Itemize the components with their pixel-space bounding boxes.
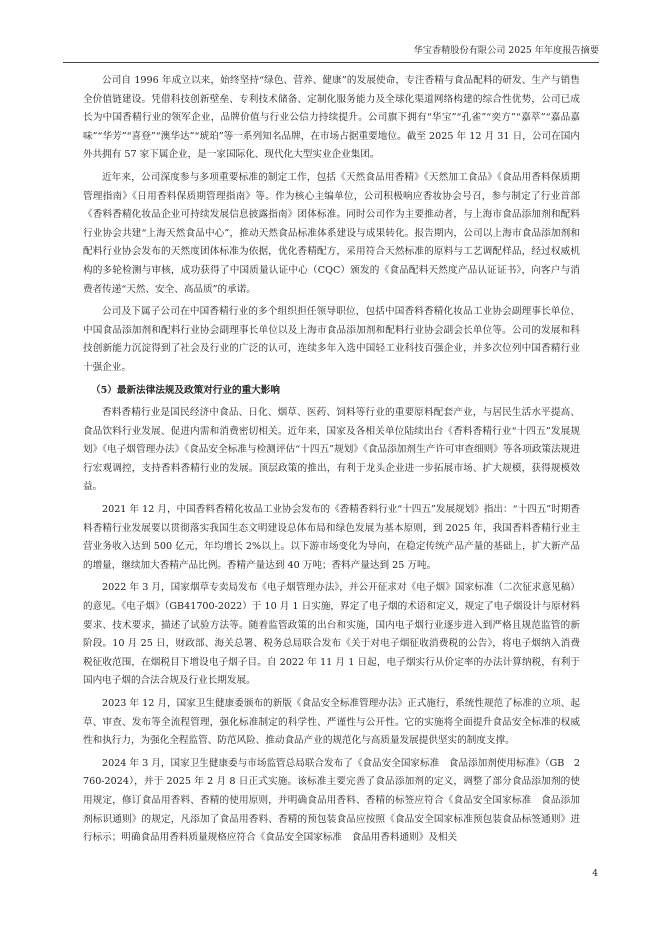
report-title: 华宝香精股份有限公司 2025 年年度报告摘要 [413,45,599,56]
page-number: 4 [592,869,598,879]
paragraph-policy-overview: 香料香精行业是国民经济中食品、日化、烟草、医药、饲料等行业的重要原料配套产业，与居民生活水平提高、食品饮料行业发展、促进内需和消费密切相关。近年来，国家及各相关单位陆续出台《香料香精行业“十四五”发展规划》《电子烟管理办法》《食品安全标准与检测评估“十四五”规划》《食品添加剂生产许可审查细则》等各项政策法规进行宏观调控，支持香料香精行业的发展。顶层政策的推出，有利于龙头企业进一步拓展市场、扩大规模，获得规模效益。 [83,407,580,493]
document-body [83,72,580,852]
paragraph-company-intro: 公司自 1996 年成立以来，始终坚持“绿色、营养、健康”的发展使命，专注香精与食品配料的研发、生产与销售全价值链建设。凭借科技创新壁垒、专利技术储备、定制化服务能力及全球化渠道网络构建的综合性优势，公司已成长为中国香精行业的领军企业，品牌价值与行业公信力持续提升。公司旗下拥有“华宝”“孔雀”“奕方”“嘉萃”“嘉品嘉味”“华芳”“喜登”“澳华达”“琥珀”等一系列知名品牌，在市场占据重要地位。截至 2025 年 12 月 31 日，公司在国内外共拥有 57 家下属企业，是一家国际化、现代化大型实业企业集团。 [83,75,580,161]
paragraph-2023-standards: 2023 年 12 月，国家卫生健康委颁布的新版《食品安全标准管理办法》正式施行，系统性规范了标准的立项、起草、审查、发布等全流程管理，强化标准制定的科学性、严谨性与公开性。它的实施将全面提升食品安全标准的权威性和执行力，为强化全程监管、防范风险、推动食品产业的规范化与高质量发展提供坚实的制度支撑。 [83,698,580,747]
paragraph-standards: 近年来，公司深度参与多项重要标准的制定工作，包括《天然食品用香精》《天然加工食品》《食品用香料保质期管理指南》《日用香料保质期管理指南》等。作为核心主编单位，公司积极响应香妆协会号召，参与制定了行业首部《香料香精化妆品企业可持续发展信息披露指南》团体标准。同时公司作为主要推动者，与上海市食品添加剂和配料行业协会共建“上海天然食品中心”，推动天然食品标准体系建设与成果转化。报告期内，公司以上海市食品添加剂和配料行业协会发布的天然度团体标准为依据，优化香精配方，采用符合天然标准的原料与工艺调配样品，经过权威机构的多轮检测与审核，成功获得了中国质量认证中心（CQC）颁发的《食品配料天然度产品认证证书》，向客户与消费者传递“天然、安全、高品质”的承诺。 [83,171,580,295]
paragraph-2024-additives: 2024 年 3 月，国家卫生健康委与市场监管总局联合发布了《食品安全国家标准 食品添加剂使用标准》（GB 2760-2024），并于 2025 年 2 月 8 日正式实施。该标准主要完善了食品添加剂的定义，调整了部分食品添加剂的使用规定，修订食品用香料、香精的使用原则，并明确食品用香料、香精的标签应符合《食品安全国家标准 食品添加剂标识通则》的规定，凡添加了食品用香料、香精的预包装食品应按照《食品安全国家标准预包装食品标签通则》进行标示；明确食品用香料质量规格应符合《食品安全国家标准 食品用香料通则》及相关 [83,757,580,844]
paragraph-industry-roles: 公司及下属子公司在中国香精行业的多个组织担任领导职位，包括中国香料香精化妆品工业协会副理事长单位、中国食品添加剂和配料行业协会副理事长单位以及上海市食品添加剂和配料行业协会副会长单位等。公司的发展和科技创新能力沉淀得到了社会及行业的广泛的认可，连续多年入选中国轻工业科技百强企业，并多次位列中国香精行业十强企业。 [83,306,580,373]
page-header [63,40,599,63]
paragraph-2021-plan: 2021 年 12 月，中国香料香精化妆品工业协会发布的《香精香料行业“十四五”发展规划》指出：“十四五”时期香料香精行业发展要以贯彻落实我国生态文明建设总体布局和绿色发展为基本原则，到 2025 年，我国香料香精行业主营业务收入达到 500 亿元，年均增长 2%以上。以下游市场变化为导向，在稳定传统产品产量的基础上，扩大新产品的增量，继续加大香精产品比例。香精产量达到 40 万吨；香料产量达到 25 万吨。 [83,504,580,571]
paragraph-2022-ecig: 2022 年 3 月，国家烟草专卖局发布《电子烟管理办法》，并公开征求对《电子烟》国家标准（二次征求意见稿）的意见。《电子烟》（GB41700-2022）于 10 月 1 日实施，界定了电子烟的术语和定义，规定了电子烟设计与原材料要求、技术要求，描述了试验方法等。随着监管政策的出台和实施，国内电子烟行业逐步进入到严格且规范监管的新阶段。10 月 25 日，财政部、海关总署、税务总局联合发布《关于对电子烟征收消费税的公告》，将电子烟纳入消费税征收范围，在烟税目下增设电子烟子目。自 2022 年 11 月 1 日起，电子烟实行从价定率的办法计算纳税，有利于国内电子烟的合法合规及行业长期发展。 [83,582,580,687]
section-heading: （5）最新法律法规及政策对行业的重大影响 [91,384,280,396]
